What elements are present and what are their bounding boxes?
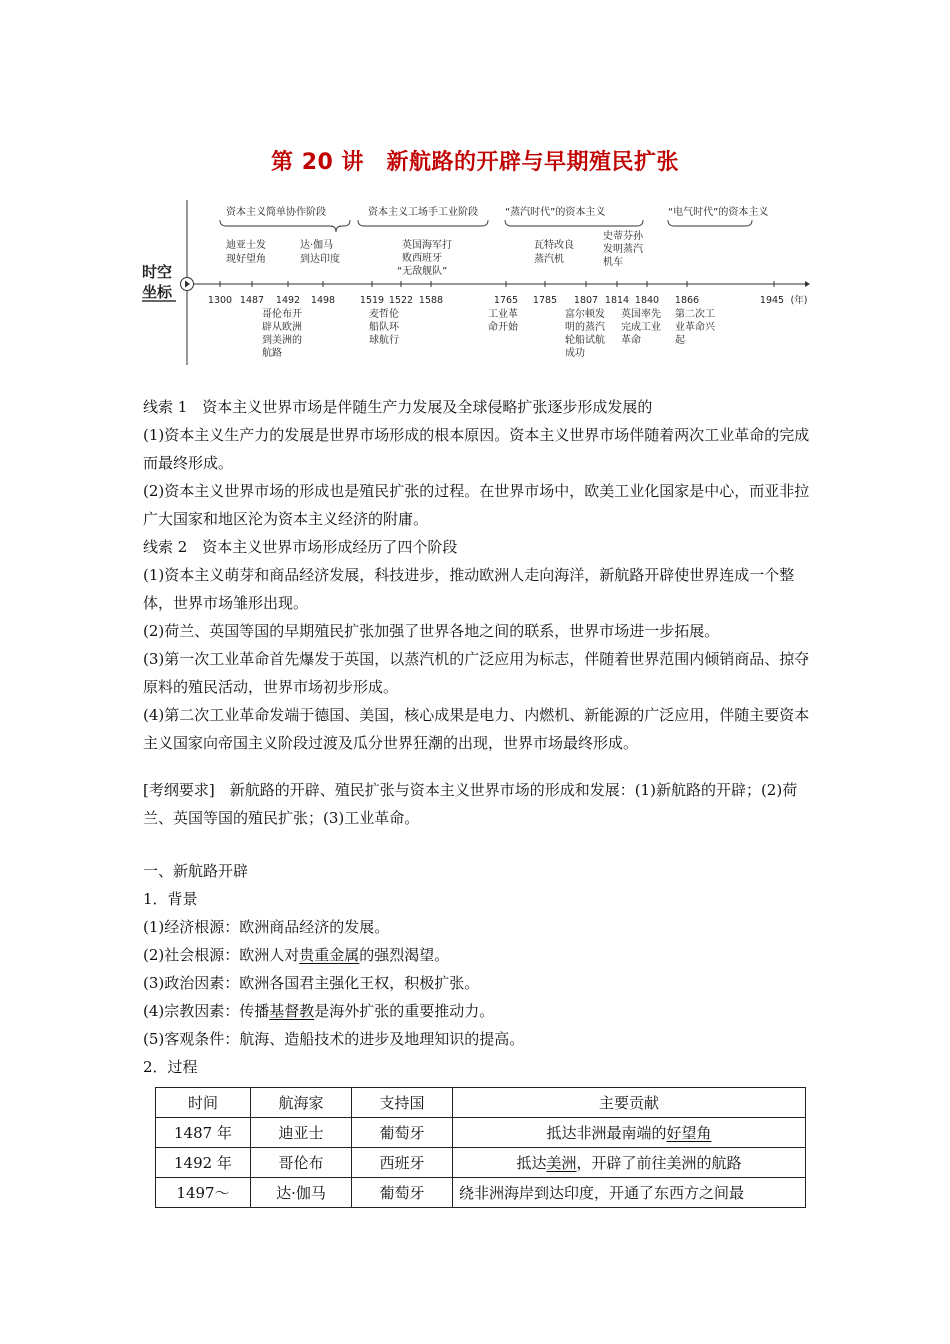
year-label: 1487 [239, 295, 265, 306]
table-cell: 1497～ [156, 1178, 251, 1208]
event-below: 完成工业 [621, 322, 661, 333]
event-below: 明的蒸汽 [565, 322, 605, 333]
event-above: 现好望角 [226, 254, 266, 265]
year-label: 1807 [573, 295, 599, 306]
stage-label: “电气时代”的资本主义 [668, 207, 769, 218]
year-label: 1519 [359, 295, 385, 306]
table-cell: 西班牙 [352, 1148, 453, 1178]
event-above: 史蒂芬孙 [603, 231, 643, 242]
event-below: 革命 [621, 335, 641, 346]
clue2-item: (4)第二次工业革命发端于德国、美国，核心成果是电力、内燃机、新能源的广泛应用，伴随主要资本主义国家向帝国主义阶段过渡及瓜分世界狂潮的出现，世界市场最终形成。 [143, 706, 810, 752]
background-item: (2)社会根源：欧洲人对贵重金属的强烈渴望。 [143, 946, 450, 964]
event-below: 英国率先 [621, 309, 661, 320]
background-item: (5)客观条件：航海、造船技术的进步及地理知识的提高。 [143, 1030, 525, 1048]
table-cell: 抵达非洲最南端的好望角 [453, 1118, 806, 1148]
table-row [156, 1178, 806, 1208]
event-below: 球航行 [369, 335, 399, 346]
event-above: 发明蒸汽 [603, 244, 643, 255]
event-below: 成功 [565, 348, 585, 359]
event-below: 辟从欧洲 [262, 322, 302, 333]
table-header: 时间 [156, 1088, 251, 1118]
event-above: “无敌舰队” [397, 266, 448, 277]
background-item: (4)宗教因素：传播基督教是海外扩张的重要推动力。 [143, 1002, 495, 1020]
event-above: 瓦特改良 [534, 240, 574, 251]
underlined-term: 贵重金属 [299, 946, 360, 964]
clues-section [143, 393, 813, 757]
event-below: 第二次工 [675, 309, 715, 320]
clue2-item: (3)第一次工业革命首先爆发于英国，以蒸汽机的广泛应用为标志，伴随着世界范围内倾销商品、掠夺原料的殖民活动，世界市场初步形成。 [143, 650, 810, 696]
year-label: 1588 [418, 295, 444, 306]
year-label: 1840 [634, 295, 660, 306]
event-above: 迪亚士发 [226, 240, 266, 251]
clue1-title: 线索 1 资本主义世界市场是伴随生产力发展及全球侵略扩张逐步形成发展的 [143, 398, 653, 416]
table-cell: 葡萄牙 [352, 1178, 453, 1208]
year-label: 1498 [310, 295, 336, 306]
event-above: 机车 [603, 257, 623, 268]
table-header-row [156, 1088, 806, 1118]
section-heading: 一、新航路开辟 [143, 862, 249, 880]
year-label: 1945 [759, 295, 785, 306]
table-row [156, 1148, 806, 1178]
table-cell: 绕非洲海岸到达印度，开通了东西方之间最 [453, 1178, 806, 1208]
process-table [155, 1087, 806, 1208]
table-cell: 达·伽马 [251, 1178, 352, 1208]
background-item: (3)政治因素：欧洲各国君主强化王权，积极扩张。 [143, 974, 480, 992]
event-below: 命开始 [488, 322, 518, 333]
process-heading: 2．过程 [143, 1058, 198, 1076]
page-title: 第 20 讲 新航路的开辟与早期殖民扩张 [271, 150, 679, 175]
table-cell: 迪亚士 [251, 1118, 352, 1148]
year-label: 1522 [388, 295, 414, 306]
stage-label: 资本主义工场手工业阶段 [368, 207, 478, 218]
year-label: 1765 [493, 295, 519, 306]
event-above: 败西班牙 [402, 253, 442, 264]
year-label: 1300 [207, 295, 233, 306]
section-new-routes [143, 857, 813, 1081]
event-above: 到达印度 [300, 254, 340, 265]
background-heading: 1．背景 [143, 890, 198, 908]
timeline-diagram [140, 195, 820, 370]
year-label: 1866 [674, 295, 700, 306]
event-above: 达·伽马 [300, 240, 334, 251]
event-below: 轮船试航 [565, 335, 605, 346]
clue2-item: (2)荷兰、英国等国的早期殖民扩张加强了世界各地之间的联系，世界市场进一步拓展。 [143, 622, 720, 640]
event-below: 船队环 [369, 322, 399, 333]
event-above: 英国海军打 [402, 240, 452, 251]
table-header: 主要贡献 [453, 1088, 806, 1118]
timeline-label-2: 坐标 [142, 283, 173, 301]
event-below: 起 [675, 335, 685, 346]
event-below: 工业革 [488, 309, 518, 320]
clue2-item: (1)资本主义萌芽和商品经济发展，科技进步，推动欧洲人走向海洋，新航路开辟使世界连成一个整体，世界市场雏形出现。 [143, 566, 795, 612]
underlined-term: 基督教 [269, 1002, 315, 1020]
timeline-label-1: 时空 [142, 263, 173, 281]
table-cell: 1487 年 [156, 1118, 251, 1148]
event-below: 富尔顿发 [565, 309, 605, 320]
year-label: (年) [790, 295, 808, 306]
event-below: 航路 [262, 348, 282, 359]
event-below: 麦哲伦 [369, 309, 399, 320]
event-below: 哥伦布开 [262, 309, 302, 320]
table-cell: 哥伦布 [251, 1148, 352, 1178]
table-cell: 抵达美洲，开辟了前往美洲的航路 [453, 1148, 806, 1178]
event-below: 到美洲的 [262, 335, 302, 346]
table-row [156, 1118, 806, 1148]
table-header: 支持国 [352, 1088, 453, 1118]
exam-requirements: [考纲要求] 新航路的开辟、殖民扩张与资本主义世界市场的形成和发展：(1)新航路的开辟；(2)荷兰、英国等国的殖民扩张；(3)工业革命。 [143, 781, 798, 827]
clue1-item: (1)资本主义生产力的发展是世界市场形成的根本原因。资本主义世界市场伴随着两次工业革命的完成而最终形成。 [143, 426, 810, 472]
stage-label: “蒸汽时代”的资本主义 [505, 207, 606, 218]
table-cell: 1492 年 [156, 1148, 251, 1178]
year-label: 1814 [604, 295, 630, 306]
year-label: 1492 [275, 295, 301, 306]
clue1-item: (2)资本主义世界市场的形成也是殖民扩张的过程。在世界市场中，欧美工业化国家是中心，而亚非拉广大国家和地区沦为资本主义经济的附庸。 [143, 482, 810, 528]
table-header: 航海家 [251, 1088, 352, 1118]
event-above: 蒸汽机 [534, 254, 564, 265]
clue2-title: 线索 2 资本主义世界市场形成经历了四个阶段 [143, 538, 458, 556]
event-below: 业革命兴 [675, 322, 715, 333]
background-item: (1)经济根源：欧洲商品经济的发展。 [143, 918, 390, 936]
stage-label: 资本主义简单协作阶段 [226, 207, 326, 218]
table-cell: 葡萄牙 [352, 1118, 453, 1148]
year-label: 1785 [532, 295, 558, 306]
